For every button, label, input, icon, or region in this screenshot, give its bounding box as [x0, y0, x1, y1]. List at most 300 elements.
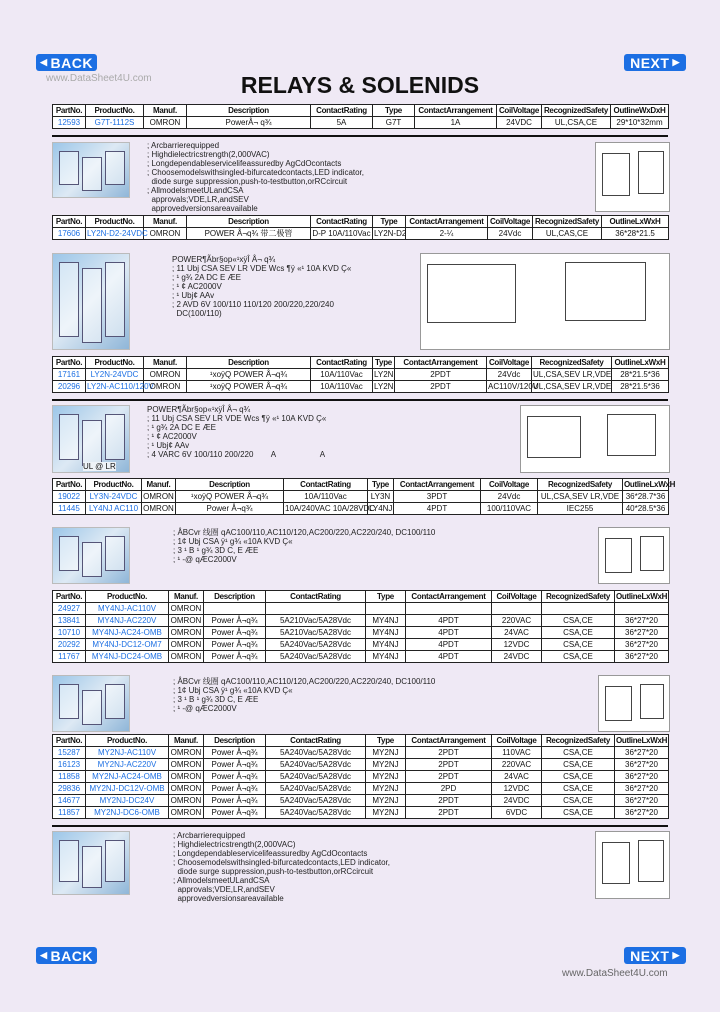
table-cell: 4PDT [394, 503, 481, 515]
table-cell: Power Å¬q¾ [204, 747, 266, 759]
table-cell: Power Å¬q¾ [204, 795, 266, 807]
triangle-right-icon: ▶ [672, 57, 680, 67]
column-header: OutlineLxWxH [616, 592, 668, 601]
table-row [53, 117, 669, 129]
relay-icon [59, 414, 79, 460]
next-label: NEXT [630, 54, 670, 71]
outline-diagram [520, 405, 670, 473]
column-header: Manuf. [169, 591, 204, 603]
table-row [53, 747, 669, 759]
table-cell: OMRON [169, 807, 204, 819]
table-cell: 2PD [406, 783, 492, 795]
table-cell: 3PDT [394, 491, 481, 503]
table-cell: MY4NJ [366, 615, 406, 627]
product-number-link[interactable]: LY3N-24VDC [86, 491, 142, 503]
back-button[interactable] [36, 54, 97, 71]
product-number-link[interactable]: LY2N-AC110/120V [87, 382, 154, 391]
table-cell: 100/110VAC [481, 503, 538, 515]
product-number-link[interactable]: MY2NJ-AC110V [86, 747, 169, 759]
table-cell: 36*27*20 [615, 651, 669, 663]
column-header: Type [366, 591, 406, 603]
part-number-link[interactable]: 11857 [53, 807, 86, 819]
next-button-bottom[interactable] [624, 947, 686, 964]
column-header: ContactRating [266, 591, 366, 603]
part-number-link[interactable]: 17606 [53, 228, 86, 240]
feature-item: ; ¹ -@ qÆC2000V [173, 704, 237, 713]
table-cell: PowerÅ¬ q¾ [187, 117, 311, 129]
table-cell: 5A240Vac/5A28Vdc [266, 783, 366, 795]
feature-item: ; ¹ ¢ AC2000V [172, 282, 222, 291]
part-number-link[interactable]: 11858 [53, 771, 86, 783]
feature-item: diode surge suppression,push-to-testbutton,orRCcircuit [173, 867, 374, 876]
feature-item: ; 1¢ Ubj CSA ÿ¹ g¾ «10A KVD Ç« [173, 537, 293, 546]
table-cell: 36*27*20 [615, 771, 669, 783]
relay-icon [105, 262, 125, 337]
table-cell: 24Vdc [487, 369, 532, 381]
back-label: BACK [50, 947, 93, 964]
table-cell: CSA,CE [542, 639, 615, 651]
table-cell: MY4NJ [366, 639, 406, 651]
column-header: PartNo. [53, 357, 86, 369]
feature-item: POWER¶Ãbr§op«¹xÿÎ Å¬ q¾ [147, 405, 251, 414]
table-row [53, 651, 669, 663]
product-number-link[interactable]: G7T-1112S [86, 117, 144, 129]
column-header: ProductNo. [86, 591, 169, 603]
feature-item: ; ÅBCvr 线圈 qAC100/110,AC110/120,AC200/220,AC220/240, DC100/110 [173, 528, 436, 537]
feature-item: diode surge suppression,push-to-testbutton,orRCcircuit [147, 177, 348, 186]
watermark-top: www.DataSheet4U.com [46, 73, 152, 84]
table-cell: AC110V/120V [488, 382, 539, 391]
table-cell: 24VAC [492, 771, 542, 783]
table-cell: OMRON [144, 117, 187, 129]
triangle-left-icon: ◀ [40, 950, 48, 960]
column-header: RecognizedSafety [542, 105, 611, 117]
column-header: RecognizedSafety [538, 479, 623, 491]
column-header: OutlineLxWxH [616, 736, 668, 745]
table-row [53, 491, 669, 503]
table-cell: 36*27*20 [615, 807, 669, 819]
table-cell [406, 603, 492, 615]
feature-item: ; 3 ¹ B ¹ g¾ 3D C, E ÆE [173, 695, 259, 704]
column-header: ContactArrangement [406, 591, 492, 603]
table-cell: 24Vdc [488, 228, 533, 240]
column-header: ProductNo. [86, 105, 144, 117]
table-cell: 36*28.7*36 [623, 491, 669, 503]
part-number-link[interactable]: 19022 [53, 491, 86, 503]
table-cell: 10A/110Vac [311, 369, 373, 381]
relay-bottom-view [640, 536, 664, 571]
column-header: ProductNo. [86, 735, 169, 747]
table-row [53, 759, 669, 771]
product-number-link[interactable]: MY2NJ-AC24-OMB [86, 771, 169, 783]
part-number-link[interactable]: 24927 [53, 603, 86, 615]
column-header: ContactArrangement [415, 105, 497, 117]
column-header: Description [204, 735, 266, 747]
table-row [53, 627, 669, 639]
table-cell: OMRON [169, 759, 204, 771]
page-title: RELAYS & SOLENIDS [240, 72, 480, 98]
table-cell: MY2NJ [366, 771, 406, 783]
column-header: ContactArrangement [395, 357, 487, 369]
section-divider [52, 399, 668, 401]
column-header: Manuf. [144, 357, 187, 369]
outline-diagram [598, 527, 670, 584]
feature-item: approvedversionsareavailable [147, 204, 258, 213]
column-header: ProductNo. [86, 357, 144, 369]
table-cell: Power Å¬q¾ [204, 771, 266, 783]
feature-item: POWER¶Ãbr§op«¹xÿÎ Å¬ q¾ [172, 255, 276, 264]
column-header: RecognizedSafety [542, 591, 615, 603]
table-row [53, 807, 669, 819]
table-cell: 36*27*20 [615, 615, 669, 627]
column-header: RecognizedSafety [533, 216, 602, 228]
table-cell: G7T [373, 117, 415, 129]
relay-icon [105, 684, 125, 719]
column-header: ProductNo. [86, 479, 142, 491]
column-header: PartNo. [53, 735, 86, 747]
table-cell: CSA,CE [542, 747, 615, 759]
part-number-link[interactable]: 20296 [53, 381, 86, 393]
table-cell: 29*10*32mm [611, 117, 669, 129]
feature-item: ; Arcbarrierequipped [173, 831, 246, 840]
table-cell: LY2N [374, 370, 394, 379]
table-cell: 12VDC [492, 639, 542, 651]
column-header: PartNo. [53, 591, 86, 603]
table-row [53, 381, 669, 393]
column-header: Description [176, 479, 284, 491]
relay-photo [52, 253, 130, 350]
table-cell: 28*21.5*36 [612, 369, 669, 381]
table-cell: IEC255 [538, 503, 623, 515]
table-cell: 5A240Vac/5A28Vdc [266, 747, 366, 759]
table-row [53, 603, 669, 615]
table-cell: CSA,CE [542, 795, 615, 807]
table-cell: UL,CSA,SEV LR,VDE [533, 382, 612, 391]
part-number-link[interactable]: 11445 [53, 503, 86, 515]
relay-photo [52, 527, 130, 584]
feature-item: ; 2 AVD 6V 100/110 110/120 200/220,220/240 [172, 300, 334, 309]
product-number-link[interactable]: MY4NJ-AC110V [86, 603, 169, 615]
table-cell: MY4NJ [366, 651, 406, 663]
part-number-link[interactable]: 12593 [53, 117, 86, 129]
next-button[interactable] [624, 54, 686, 71]
feature-list [147, 405, 326, 459]
column-header: ContactRating [311, 216, 373, 228]
part-number-link[interactable]: 10710 [53, 627, 86, 639]
relay-side-view [605, 686, 632, 721]
table-cell [542, 603, 615, 615]
part-number-link[interactable]: 16123 [53, 759, 86, 771]
relay-bottom-view [638, 840, 663, 882]
table-cell: 24VDC [492, 651, 542, 663]
feature-item: ; 3 ¹ B ¹ g¾ 3D C, E ÆE [173, 546, 259, 555]
part-number-link[interactable]: 11767 [53, 651, 86, 663]
column-header: ContactRating [311, 357, 373, 369]
table-cell: 4PDT [406, 627, 492, 639]
feature-list [173, 831, 390, 903]
table-cell: Power Å¬q¾ [204, 615, 266, 627]
table-cell: 5A [311, 117, 373, 129]
part-number-link[interactable]: 29836 [53, 783, 86, 795]
table-cell [266, 603, 366, 615]
table-cell: OMRON [169, 795, 204, 807]
table-cell: CSA,CE [542, 627, 615, 639]
column-header: Type [373, 357, 395, 369]
feature-item: ; 11 Ubj CSA SEV LR VDE Wcs ¶ÿ «¹ 10A KVD Ç« [172, 264, 352, 273]
feature-item: ; 4 VARC 6V 100/110 200/220 A A [147, 450, 326, 459]
table-cell: LY4NJ [369, 504, 393, 513]
column-header: Description [187, 216, 311, 228]
relay-photo [52, 405, 130, 473]
outline-diagram [420, 253, 670, 350]
table-cell: 2PDT [406, 795, 492, 807]
product-number-link[interactable]: LY2N-D2-24VDC [87, 229, 148, 238]
column-header: CoilVoltage [481, 479, 538, 491]
relay-side-view [527, 416, 581, 458]
table-cell: 5A240Vac/5A28Vdc [266, 807, 366, 819]
relay-icon [105, 414, 125, 460]
table-row [53, 369, 669, 381]
table-row [53, 783, 669, 795]
column-header: ContactArrangement [394, 479, 481, 491]
spec-table [52, 734, 669, 819]
part-number-link[interactable]: 15287 [53, 747, 86, 759]
column-header: CoilVoltage [492, 591, 542, 603]
product-number-link[interactable]: LY4NJ AC110 [86, 503, 142, 515]
table-cell: Power Å¬q¾ [204, 783, 266, 795]
table-cell: ¹xoÿQ POWER Å¬q¾ [187, 381, 311, 393]
back-button-bottom[interactable] [36, 947, 97, 964]
table-cell: OMRON [144, 228, 187, 240]
table-cell: 36*28*21.5 [602, 228, 669, 240]
product-number-link[interactable]: MY2NJ-DC12V-OMB [86, 783, 169, 795]
column-header: Manuf. [144, 105, 187, 117]
product-number-link[interactable]: MY4NJ-AC24-OMB [86, 627, 169, 639]
table-cell: 36*27*20 [615, 747, 669, 759]
table-cell: 5A210Vac/5A28Vdc [266, 627, 366, 639]
relay-bottom-view [607, 414, 656, 456]
column-header: CoilVoltage [487, 357, 532, 369]
relay-photo [52, 142, 130, 198]
table-cell: MY4NJ [366, 627, 406, 639]
feature-list [173, 677, 435, 713]
table-cell: OMRON [143, 492, 174, 501]
table-cell: CSA,CE [542, 807, 615, 819]
table-row [53, 771, 669, 783]
column-header: PartNo. [53, 105, 86, 117]
table-cell: 28*21.5*36 [612, 381, 669, 393]
table-cell: 2PDT [406, 759, 492, 771]
table-cell: 2PDT [406, 747, 492, 759]
part-number-link[interactable]: 17161 [53, 369, 86, 381]
table-cell: 36*27*20 [615, 639, 669, 651]
relay-bottom-view [565, 262, 646, 321]
certification-marks: UL @ LR [83, 462, 116, 471]
part-number-link[interactable]: 14677 [53, 795, 86, 807]
feature-item: approvals;VDE,LR,andSEV [173, 885, 275, 894]
relay-side-view [602, 153, 630, 196]
table-cell: OMRON [169, 783, 204, 795]
table-cell: 24VDC [497, 117, 542, 129]
table-header-row [53, 591, 669, 603]
feature-item: ; ¹ -@ qÆC2000V [173, 555, 237, 564]
table-row [53, 228, 669, 240]
feature-item: ; AllmodelsmeetULandCSA [147, 186, 244, 195]
feature-list [173, 528, 435, 564]
table-cell: 4PDT [406, 615, 492, 627]
column-header: Manuf. [142, 479, 176, 491]
table-cell [492, 603, 542, 615]
spec-table [52, 104, 669, 129]
relay-side-view [605, 538, 632, 573]
table-cell: D-P 10A/110Vac [312, 229, 371, 238]
feature-item: ; ÅBCvr 线圈 qAC100/110,AC110/120,AC200/220,AC220/240, DC100/110 [173, 677, 436, 686]
feature-list [172, 255, 351, 318]
column-header: CoilVoltage [497, 105, 542, 117]
table-cell: Power Å¬q¾ [204, 759, 266, 771]
table-cell: ¹xoÿQ POWER Å¬q¾ [176, 491, 284, 503]
column-header: CoilVoltage [488, 216, 533, 228]
table-cell: 110VAC [492, 747, 542, 759]
feature-item: ; Longdependableservicelifeassuredby AgCdOcontacts [147, 159, 342, 168]
table-cell: UL,CSA,CE [542, 117, 611, 129]
table-cell: MY2NJ [366, 807, 406, 819]
table-cell: 5A240Vac/5A28Vdc [266, 759, 366, 771]
table-cell: CSA,CE [542, 759, 615, 771]
table-cell: 220VAC [492, 759, 542, 771]
table-cell: 5A240Vac/5A28Vdc [266, 795, 366, 807]
feature-item: ; ¹ g¾ 2A DC E ÆE [147, 423, 216, 432]
table-cell: Power Å¬q¾ [204, 627, 266, 639]
table-cell: 24VDC [492, 795, 542, 807]
table-cell: 10A/240VAC 10A/28VDC [285, 504, 376, 513]
column-header: ContactRating [266, 735, 366, 747]
part-number-link[interactable]: 20292 [53, 639, 86, 651]
relay-bottom-view [640, 684, 664, 719]
table-cell: 220VAC [492, 615, 542, 627]
back-label: BACK [50, 54, 93, 71]
outline-diagram [595, 831, 670, 899]
outline-diagram [595, 142, 670, 212]
table-header-row [53, 105, 669, 117]
table-cell: 2PDT [406, 807, 492, 819]
table-cell: 12VDC [492, 783, 542, 795]
triangle-left-icon: ◀ [40, 57, 48, 67]
column-header: Type [368, 479, 394, 491]
table-cell: UL,CSA,SEV LR,VDE [533, 370, 612, 379]
table-cell: 5A240Vac/5A28Vdc [266, 639, 366, 651]
column-header: ContactRating [284, 479, 368, 491]
table-cell: OMRON [169, 771, 204, 783]
column-header: Description [187, 105, 311, 117]
table-cell: MY2NJ [366, 795, 406, 807]
outline-diagram [598, 675, 670, 732]
product-number-link[interactable]: MY2NJ-AC220V [86, 759, 169, 771]
section-divider [52, 135, 668, 137]
relay-side-view [602, 842, 630, 884]
feature-item: ; ¹ g¾ 2A DC E ÆE [172, 273, 241, 282]
table-cell: 2PDT [395, 381, 487, 393]
relay-icon [105, 840, 125, 882]
column-header: Description [187, 357, 311, 369]
product-number-link[interactable]: MY2NJ-DC6-OMB [86, 807, 169, 819]
table-cell: LY2N [374, 382, 394, 391]
table-cell: 2PDT [395, 369, 487, 381]
table-cell: CSA,CE [542, 651, 615, 663]
product-number-link[interactable]: LY2N-24VDC [86, 369, 144, 381]
table-cell: 36*27*20 [615, 759, 669, 771]
table-cell: 10A/110Vac [284, 491, 368, 503]
table-cell: OMRON [169, 603, 204, 615]
feature-item: ; Choosemodelswithsingled-bifurcatedcontacts,LED indicator, [173, 858, 391, 867]
table-cell: 4PDT [406, 639, 492, 651]
feature-item: ; 1¢ Ubj CSA ÿ¹ g¾ «10A KVD Ç« [173, 686, 293, 695]
table-cell: 2PDT [406, 771, 492, 783]
product-number-link[interactable]: MY2NJ-DC24V [86, 795, 169, 807]
relay-icon [82, 157, 102, 191]
table-cell: 10A/110Vac [311, 381, 373, 393]
table-cell [615, 603, 669, 615]
table-cell: 24VAC [492, 627, 542, 639]
table-cell: 36*27*20 [615, 795, 669, 807]
column-header: Manuf. [144, 216, 187, 228]
feature-item: ; ¹ Ubj¢ AAv [147, 441, 190, 450]
product-number-link[interactable]: MY4NJ-DC24-OMB [86, 651, 169, 663]
table-cell: ¹xoÿQ POWER Å¬q¾ [187, 369, 311, 381]
feature-item: approvals;VDE,LR,andSEV [147, 195, 249, 204]
relay-icon [59, 262, 79, 337]
table-cell: OMRON [169, 639, 204, 651]
relay-icon [105, 536, 125, 571]
column-header: Type [373, 105, 415, 117]
column-header: CoilVoltage [492, 735, 542, 747]
feature-item: ; Arcbarrierequipped [147, 141, 220, 150]
feature-item: ; Choosemodelswithsingled-bifurcatedcontacts,LED indicator, [147, 168, 365, 177]
column-header: OutlineLxWxH [624, 480, 676, 489]
spec-table [52, 356, 669, 393]
table-cell: 2-¼ [406, 228, 488, 240]
table-cell: CSA,CE [542, 615, 615, 627]
product-number-link[interactable]: MY4NJ-DC12-OM7 [86, 639, 169, 651]
product-number-link[interactable]: MY4NJ-AC220V [86, 615, 169, 627]
table-cell [366, 603, 406, 615]
table-cell: OMRON [169, 651, 204, 663]
spec-table [52, 215, 669, 240]
column-header: OutlineLxWxH [602, 216, 669, 228]
table-cell: MY2NJ [366, 747, 406, 759]
part-number-link[interactable]: 13841 [53, 615, 86, 627]
table-cell: 24Vdc [481, 491, 538, 503]
table-cell: OMRON [144, 381, 187, 393]
relay-bottom-view [638, 151, 663, 194]
relay-icon [105, 151, 125, 185]
next-label: NEXT [630, 947, 670, 964]
table-cell: 36*27*20 [615, 783, 669, 795]
relay-photo [52, 831, 130, 895]
feature-list [147, 141, 364, 213]
table-cell: Power Å¬q¾ [204, 639, 266, 651]
feature-item: ; Highdielectricstrength(2,000VAC) [173, 840, 296, 849]
feature-item: ; Longdependableservicelifeassuredby AgCdOcontacts [173, 849, 368, 858]
table-cell: LY2N-D2 [374, 229, 407, 238]
column-header: OutlineWxDxH [611, 105, 669, 117]
column-header: PartNo. [53, 479, 86, 491]
table-cell: MY2NJ [366, 783, 406, 795]
table-cell: OMRON [143, 504, 174, 513]
table-cell: 4PDT [406, 651, 492, 663]
feature-item: ; AllmodelsmeetULandCSA [173, 876, 270, 885]
column-header: ContactArrangement [406, 216, 488, 228]
